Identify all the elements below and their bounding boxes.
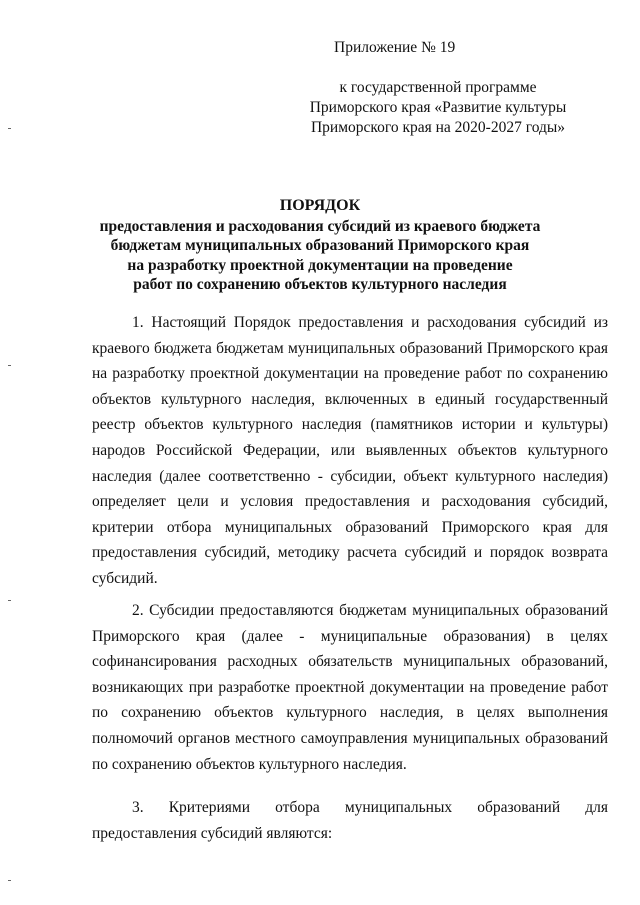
text-line: предоставления субсидий являются: <box>92 824 333 842</box>
text-line: определяет цели и условия предоставления и расходования субсидий, <box>92 493 608 511</box>
text-line: по сохранению объектов культурного наследия. <box>92 755 407 773</box>
text-line: субсидий. <box>92 569 158 587</box>
title-line: бюджетам муниципальных образований Приморского края <box>110 237 530 254</box>
text-line: реестр объектов культурного наследия (памятников истории и культуры) <box>92 416 608 434</box>
title-line: на разработку проектной документации на проведение <box>127 256 513 274</box>
text-line: полномочий органов местного самоуправления муниципальных образований <box>92 729 608 747</box>
text-line: 3. Критериями отбора муниципальных образований для <box>132 799 608 816</box>
appendix-number: Приложение № 19 <box>334 39 456 56</box>
appendix-reference <box>278 78 598 138</box>
text-line: по сохранению объектов культурного наследия, в целях выполнения <box>92 704 608 722</box>
paragraph-3 <box>92 795 608 846</box>
text-line: критерии отбора муниципальных образований Приморского края для <box>92 518 608 536</box>
text-line: 1. Настоящий Порядок предоставления и расходования субсидий из <box>132 314 608 331</box>
title-line: предоставления и расходования субсидий из краевого бюджета <box>99 217 541 235</box>
appendix-line: Приморского края на 2020-2027 годы» <box>310 119 566 136</box>
title-main: ПОРЯДОК <box>279 197 361 214</box>
text-line: предоставления субсидий, методику расчета субсидий и порядок возврата <box>92 544 608 562</box>
text-line: объектов культурного наследия, включенных в единый государственный <box>92 390 608 408</box>
text-line: возникающих при разработке проектной документации на проведение работ <box>92 678 608 696</box>
text-line: Приморского края (далее - муниципальные образования) в целях <box>92 627 608 645</box>
margin-mark <box>8 600 11 601</box>
paragraph-1 <box>92 310 608 592</box>
text-line: 2. Субсидии предоставляются бюджетам муниципальных образований <box>132 602 608 619</box>
margin-mark <box>8 880 11 881</box>
paragraph-2 <box>92 598 608 777</box>
margin-mark <box>8 128 11 129</box>
text-line: народов Российской Федерации, или выявленных объектов культурного <box>92 441 608 459</box>
appendix-line: Приморского края «Развитие культуры <box>309 99 567 116</box>
appendix-line: к государственной программе <box>339 79 537 96</box>
document-title <box>72 196 568 295</box>
text-line: наследия (далее соответственно - субсидии, объект культурного наследия) <box>92 467 608 485</box>
title-line: работ по сохранению объектов культурного наследия <box>133 276 507 293</box>
text-line: софинансирования расходных обязательств муниципальных образований, <box>92 653 608 671</box>
margin-mark <box>8 365 11 366</box>
text-line: краевого бюджета бюджетам муниципальных образований Приморского края <box>92 339 608 357</box>
text-line: на разработку проектной документации на проведение работ по сохранению <box>92 365 608 383</box>
